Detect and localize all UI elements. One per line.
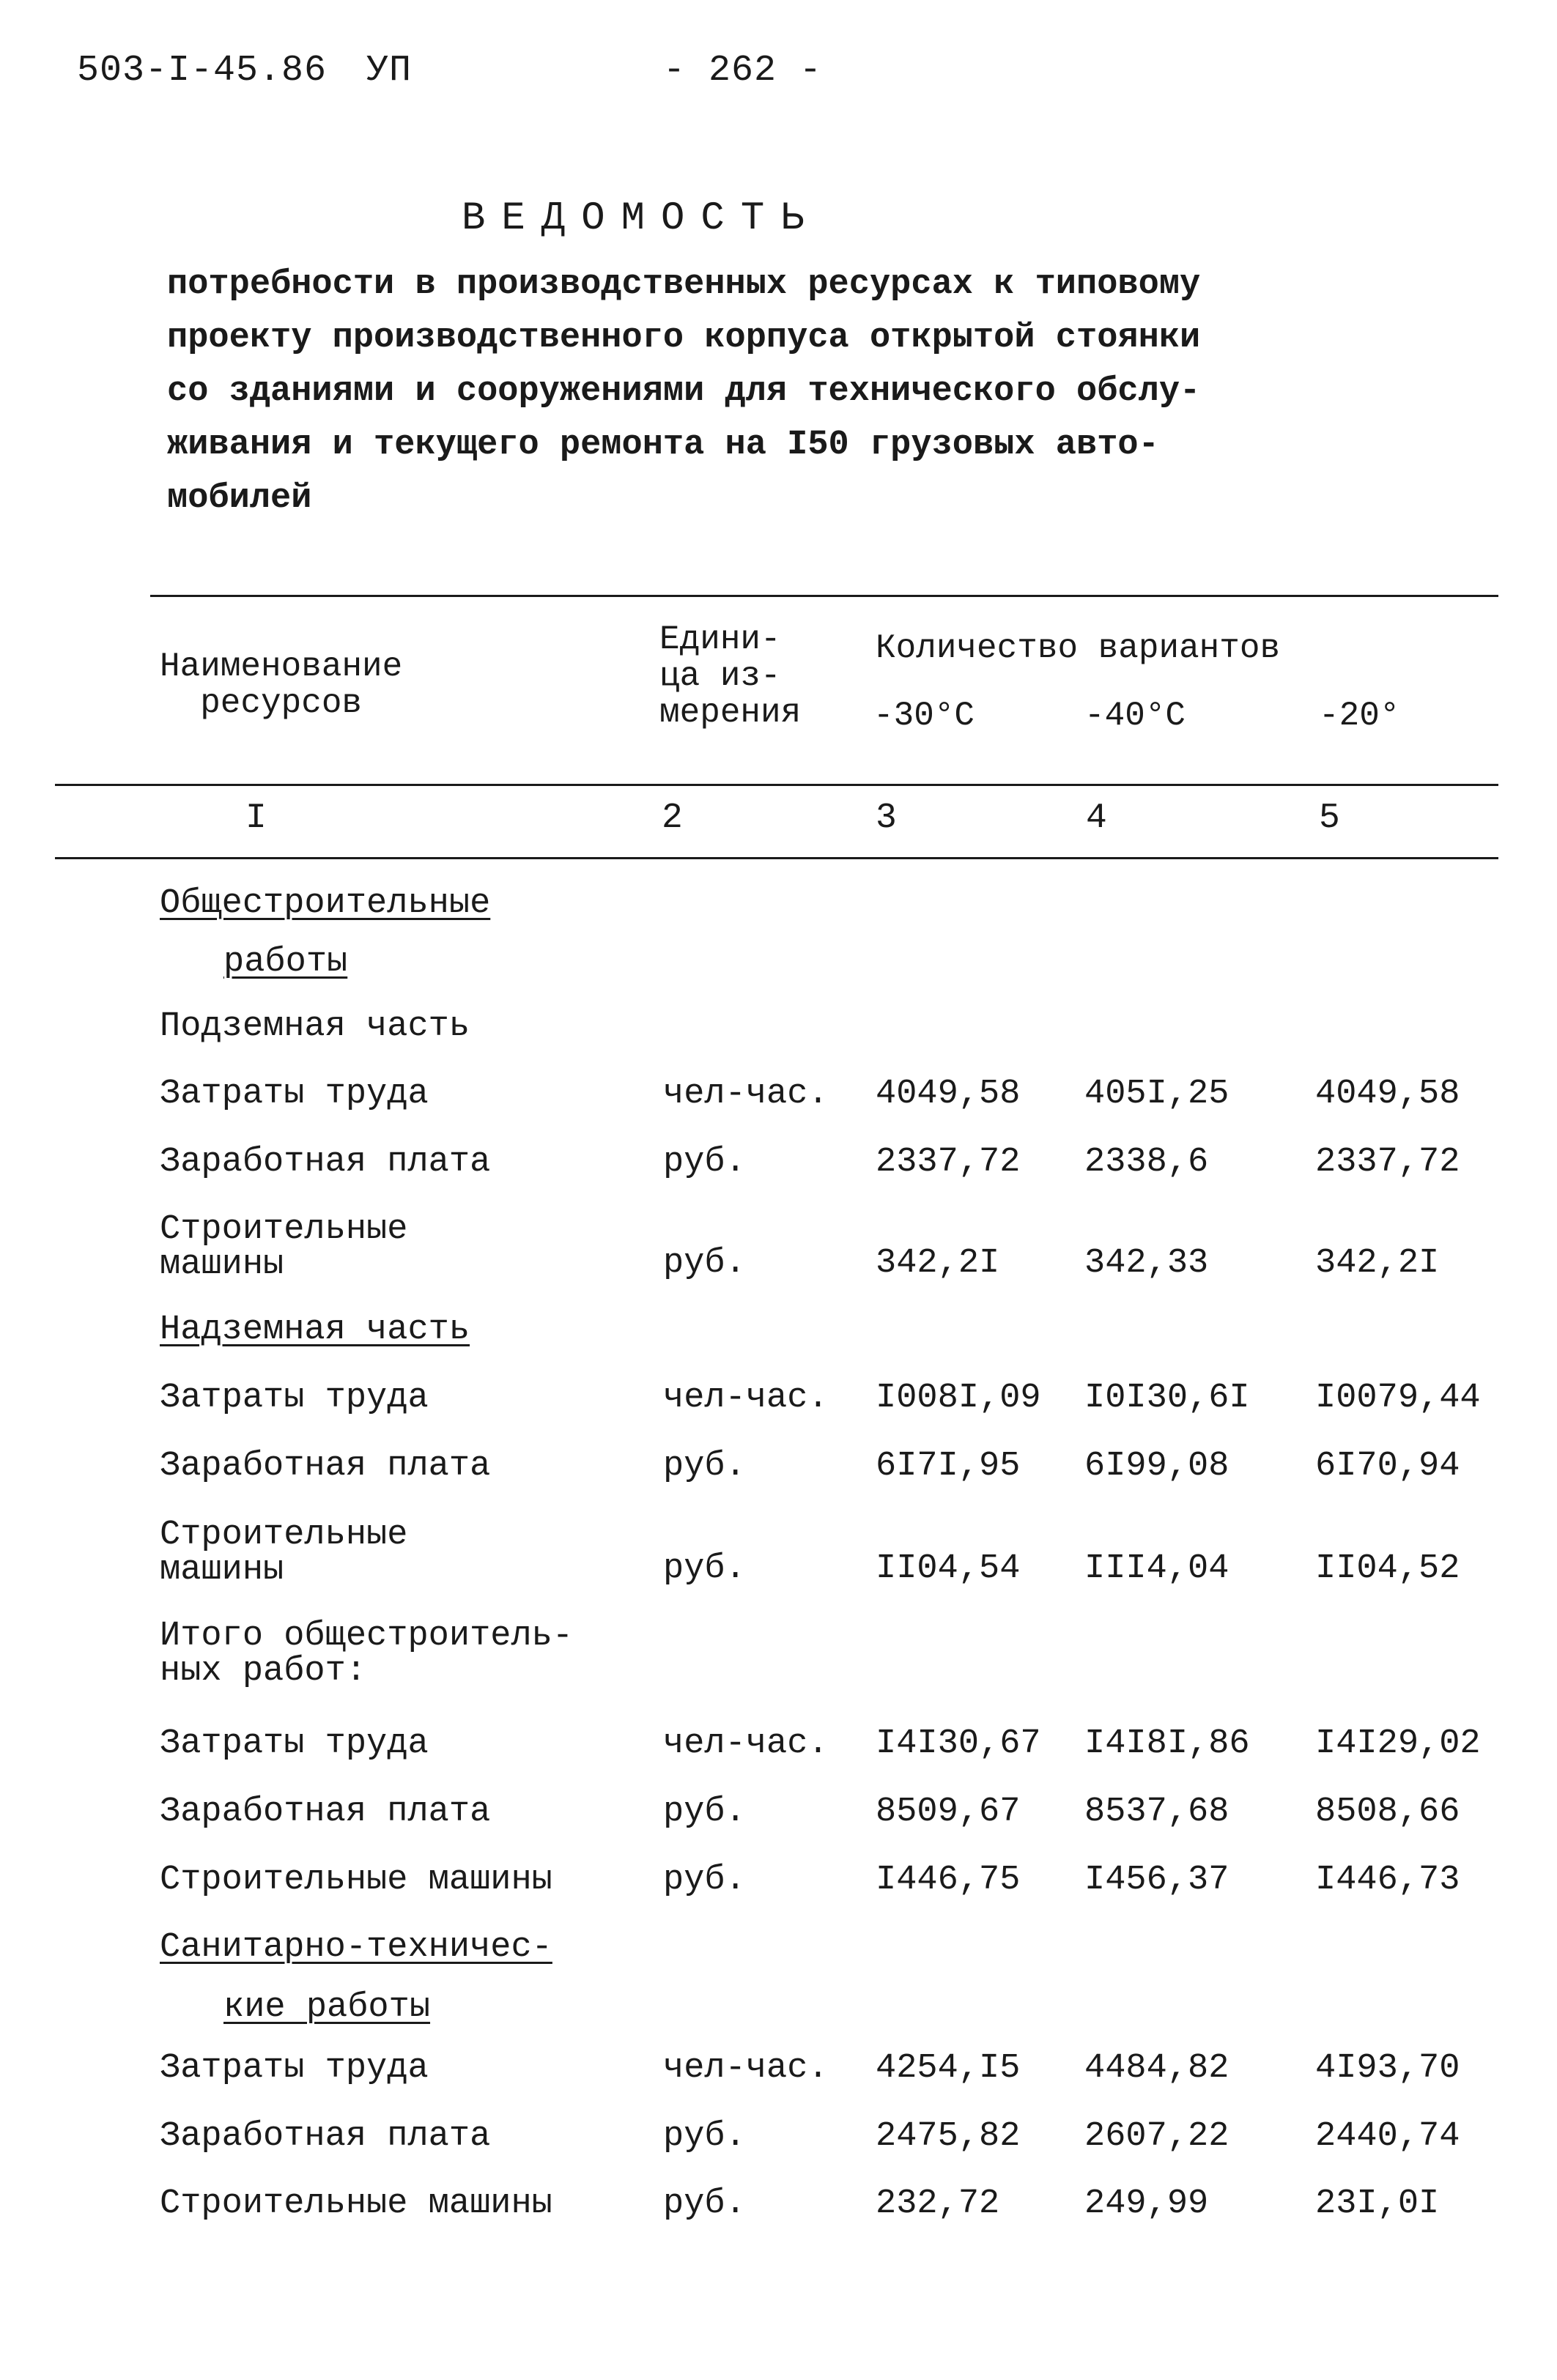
resource-name [160,1381,429,1416]
resource-name-line: Строительные [160,1210,408,1249]
header-line: ресурсов [200,684,363,722]
unit: чел-час. [663,1379,829,1417]
value-variant-2: 249,99 [1084,2184,1209,2223]
value-variant-3: 342,2I [1315,1244,1440,1283]
resource-name-line: Строительные машины [160,2184,552,2223]
resource-name-line: Заработная плата [160,1143,491,1182]
value-variant-1: 232,72 [876,2184,1000,2223]
value-variant-2: 342,33 [1084,1244,1209,1283]
resource-name [160,1724,429,1763]
resource-name-line: ных работ: [160,1652,367,1691]
value-variant-2: 2607,22 [1084,2117,1229,2156]
unit-header [659,621,801,731]
resource-name [223,1990,430,2025]
value-variant-2: 2338,6 [1084,1143,1209,1182]
subtitle-line: со зданиями и сооружениями для технического обслу- [167,372,1201,411]
value-variant-2: III4,04 [1084,1549,1229,1588]
document-subtitle [167,258,1310,525]
value-variant-1: I008I,09 [876,1379,1041,1417]
value-variant-3: 23I,0I [1315,2184,1440,2223]
resource-name-line: Подземная часть [160,1007,470,1046]
value-variant-1: 6I7I,95 [876,1447,1021,1486]
unit: руб. [663,1861,746,1899]
variants-header: Количество вариантов [876,629,1281,667]
header-bottom-rule [55,784,1498,786]
unit: руб. [663,2117,746,2156]
value-variant-1: II04,54 [876,1549,1021,1588]
header-line: мерения [659,694,802,732]
unit: чел-час. [663,2049,829,2088]
resource-name [160,1619,573,1689]
value-variant-1: 8509,67 [876,1793,1021,1831]
resource-name-line: Затраты труда [160,1075,429,1113]
resource-name-line: Заработная плата [160,2117,491,2156]
subtitle-line: живания и текущего ремонта на I50 грузовых авто- [167,426,1159,464]
unit: чел-час. [663,1075,829,1113]
value-variant-2: I456,37 [1084,1861,1229,1899]
resource-name [160,1518,407,1588]
value-variant-3: 2440,74 [1315,2117,1460,2156]
column-number-1: I [245,798,267,838]
resource-name-line: работы [223,943,348,982]
value-variant-2: 405I,25 [1084,1075,1229,1113]
unit: руб. [663,1244,746,1283]
resource-name [160,2184,552,2223]
resource-name [160,1313,470,1348]
subtitle-line: потребности в производственных ресурсах к типовому [167,265,1201,304]
document-code: 503-I-45.86 [77,50,328,92]
value-variant-1: 4254,I5 [876,2049,1021,2088]
resource-name [223,945,347,980]
value-variant-3: 4I93,70 [1315,2049,1460,2088]
resource-name-line: Надземная часть [160,1311,470,1349]
value-variant-2: 8537,68 [1084,1793,1229,1831]
subtitle-line: проекту производственного корпуса открытой стоянки [167,319,1201,357]
value-variant-2: 4484,82 [1084,2049,1229,2088]
column-number-4: 4 [1086,798,1107,838]
resource-name [160,2119,490,2154]
value-variant-1: I446,75 [876,1861,1021,1899]
value-variant-3: II04,52 [1315,1549,1460,1588]
page-number: - 262 - [663,50,823,92]
value-variant-1: 4049,58 [876,1075,1021,1113]
value-variant-1: I4I30,67 [876,1724,1041,1763]
unit: руб. [663,1143,746,1182]
resource-name [160,886,490,922]
value-variant-1: 2337,72 [876,1143,1021,1182]
variant-label-3: -20° [1319,697,1400,735]
resource-name [160,2051,429,2086]
resource-name [160,1212,407,1283]
column-numbers-rule [55,857,1498,859]
value-variant-3: 2337,72 [1315,1143,1460,1182]
value-variant-3: 6I70,94 [1315,1447,1460,1486]
resource-name-line: Санитарно-техничес- [160,1928,552,1967]
unit: руб. [663,2184,746,2223]
value-variant-1: 342,2I [876,1244,1000,1283]
resource-name-line: Заработная плата [160,1447,491,1486]
resource-name [160,1863,552,1898]
column-number-5: 5 [1319,798,1340,838]
unit: руб. [663,1549,746,1588]
resource-name-line: машины [160,1245,284,1284]
header-line: ца из- [659,657,781,695]
column-number-3: 3 [876,798,897,838]
resource-name-line: Затраты труда [160,1724,429,1763]
resource-name-line: Итого общестроитель- [160,1617,574,1656]
unit: руб. [663,1447,746,1486]
value-variant-3: 4049,58 [1315,1075,1460,1113]
resource-name [160,1449,490,1484]
unit: руб. [663,1793,746,1831]
variant-label-1: -30°С [873,697,975,735]
resource-name-line: Затраты труда [160,2049,429,2088]
header-line: Едини- [659,620,781,659]
column-number-2: 2 [662,798,683,838]
resource-name-header [160,648,402,722]
resource-name-line: машины [160,1551,284,1590]
resource-name [160,1795,490,1830]
value-variant-1: 2475,82 [876,2117,1021,2156]
value-variant-3: I446,73 [1315,1861,1460,1899]
value-variant-3: I0079,44 [1315,1379,1481,1417]
resource-name-line: Строительные [160,1516,408,1554]
resource-name-line: Общестроительные [160,884,491,923]
resource-name-line: Затраты труда [160,1379,429,1417]
resource-name [160,1930,552,1965]
value-variant-3: I4I29,02 [1315,1724,1481,1763]
subtitle-line: мобилей [167,479,312,518]
table-top-rule [150,595,1498,597]
value-variant-2: I4I8I,86 [1084,1724,1250,1763]
variant-label-2: -40°С [1084,697,1186,735]
resource-name [160,1077,429,1112]
unit: чел-час. [663,1724,829,1763]
resource-name [160,1145,490,1180]
document-title: ВЕДОМОСТЬ [462,196,821,241]
document-type: УП [366,50,413,92]
resource-name-line: кие работы [223,1988,431,2027]
value-variant-3: 8508,66 [1315,1793,1460,1831]
resource-name-line: Строительные машины [160,1861,552,1899]
resource-name [160,1009,470,1045]
resource-name-line: Заработная плата [160,1793,491,1831]
header-line: Наименование [160,648,403,686]
value-variant-2: I0I30,6I [1084,1379,1250,1417]
value-variant-2: 6I99,08 [1084,1447,1229,1486]
